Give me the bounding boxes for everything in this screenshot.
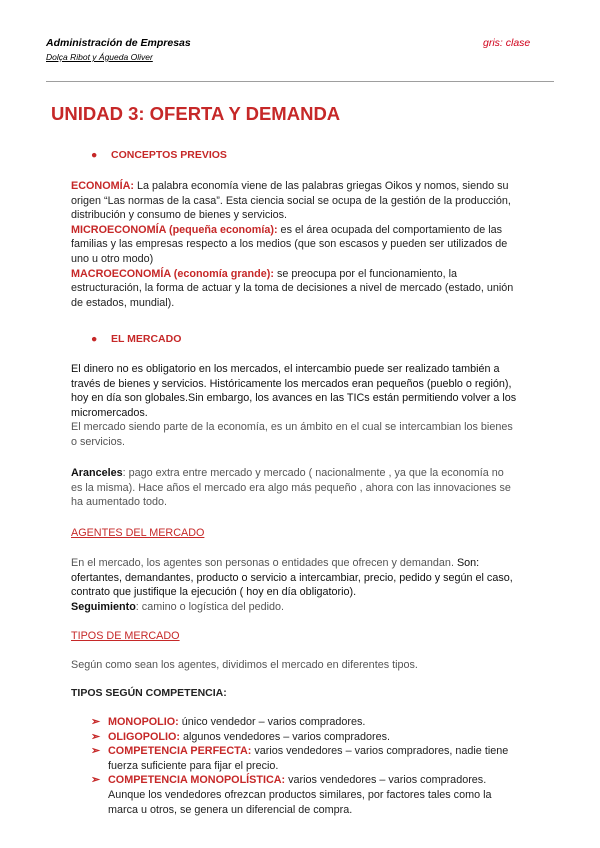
list-item: ➢ OLIGOPOLIO: algunos vendedores – varios compradores. (91, 730, 391, 743)
arrow-bullet-icon: ➢ (91, 745, 101, 758)
arrow-bullet-icon: ➢ (91, 716, 101, 728)
section-label: CONCEPTOS PREVIOS (111, 149, 227, 161)
aranceles-paragraph: Aranceles: pago extra entre mercado y mercado ( nacionalmente , ya que la economía no es la misma). Hace años el mercado era algo más pequeño , ahora con las innovaciones se ha aumentado todo. (71, 467, 511, 509)
term-aranceles: Aranceles (71, 467, 123, 479)
mercado-paragraph: El dinero no es obligatorio en los mercados, el intercambio puede ser realizado también a través de bienes y servicios. Históricamente los mercados eran pequeños (pueblo o región), hoy en día son globales.Sin embargo, los avances en las TICs están permitiendo volver a los micromercados. El mercado siendo parte de la economía, es un ámbito en el cual se intercambian los bienes o servicios. (71, 363, 517, 448)
bullet-dot-icon: ● (91, 149, 98, 161)
list-item: ➢ COMPETENCIA MONOPOLÍSTICA: varios vendedores – varios compradores. Aunque los vendedores ofrezcan productos similares, por factores tales como la marca u otros, se genera un diferencial de compra. (91, 774, 492, 816)
arrow-bullet-icon: ➢ (91, 730, 101, 743)
color-legend-note: gris: clase (483, 37, 531, 49)
section-bullet-conceptos (91, 149, 227, 161)
bullet-dot-icon: ● (91, 333, 98, 345)
document-header-title: Administración de Empresas (46, 37, 191, 49)
arrow-bullet-icon: ➢ (91, 774, 101, 787)
conceptos-previos-text: ECONOMÍA: La palabra economía viene de las palabras griegas Oikos y nomos, siendo su origen “Las normas de la casa”. Esta ciencia social se ocupa de la gestión de la producción, distribución y consumo de bienes y servicios. MICROECONOMÍA (pequeña economía): es el área ocupada del comportamiento de las familias y las empresas respecto a los medios (que son escasos y pueden ser utilizados de uno u otro modo) MACROECONOMÍA (economía grande): se preocupa por el funcionamiento, la estructuración, la forma de actuar y la toma de decisiones a nivel de mercado (estado, unión de estados, mundial). (71, 180, 514, 309)
section-bullet-mercado (91, 333, 181, 345)
header-divider (46, 81, 554, 82)
tipos-intro: Según como sean los agentes, dividimos el mercado en diferentes tipos. (71, 659, 418, 671)
section-label: EL MERCADO (111, 333, 182, 345)
list-item: ➢ MONOPOLIO: único vendedor – varios compradores. (91, 716, 366, 728)
document-header-authors: Dolça Ribot y Águeda Oliver (46, 52, 153, 62)
competencia-list (91, 715, 531, 817)
term-macroeconomia: MACROECONOMÍA (economía grande): (71, 267, 274, 280)
agentes-heading: AGENTES DEL MERCADO (71, 527, 205, 539)
competencia-heading: TIPOS SEGÚN COMPETENCIA: (71, 687, 227, 699)
term-microeconomia: MICROECONOMÍA (pequeña economía): (71, 223, 278, 236)
unit-title: UNIDAD 3: OFERTA Y DEMANDA (51, 103, 341, 124)
term-seguimiento: Seguimiento (71, 600, 136, 613)
term-economia: ECONOMÍA: (71, 180, 134, 192)
tipos-heading: TIPOS DE MERCADO (71, 630, 180, 642)
list-item: ➢ COMPETENCIA PERFECTA: varios vendedores – varios compradores, nadie tiene fuerza suficiente para fijar el precio. (91, 745, 509, 772)
agentes-paragraph: En el mercado, los agentes son personas o entidades que ofrecen y demandan. Son: ofertantes, demandantes, producto o servicio a intercambiar, precio, pedido y según el caso, contrato que justifique la ejecución ( hoy en día obligatorio). Seguimiento: camino o logística del pedido. (71, 557, 513, 613)
